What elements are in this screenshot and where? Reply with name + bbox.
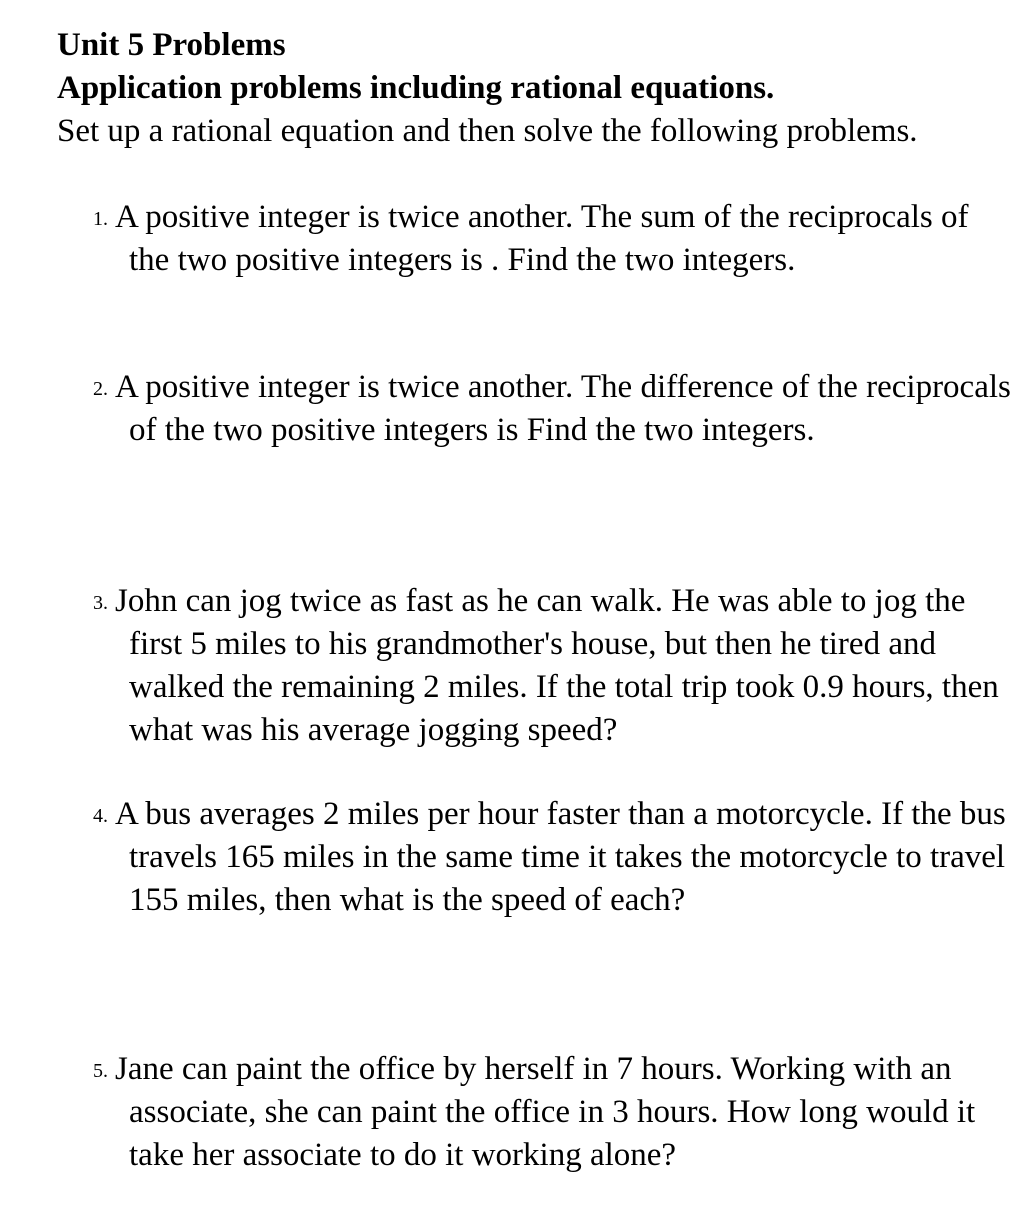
problem-text: John can jog twice as fast as he can walk. He was able to jog the first 5 miles to his grandmother's house, but then he tired and walked the remaining 2 miles. If the total trip took 0.9 hours, then what was his average jogging speed?	[115, 583, 999, 748]
problem-number: 5.	[93, 1060, 108, 1082]
problem-number: 2.	[93, 378, 108, 400]
problem-number: 3.	[93, 592, 108, 614]
instructions-text: Set up a rational equation and then solve the following problems.	[57, 113, 918, 149]
page-subtitle: Application problems including rational equations.	[57, 70, 775, 106]
problem-item-5	[57, 1048, 1017, 1177]
problem-item-1	[57, 196, 1017, 282]
problem-text: A positive integer is twice another. The difference of the reciprocals of the two positive integers is Find the two integers.	[115, 369, 1011, 448]
problem-item-2	[57, 366, 1017, 452]
problem-number: 1.	[93, 208, 108, 230]
problem-item-4	[57, 793, 1017, 922]
page-title: Unit 5 Problems	[57, 27, 286, 63]
problem-text: A positive integer is twice another. The sum of the reciprocals of the two positive integers is . Find the two integers.	[115, 199, 969, 278]
problem-text: A bus averages 2 miles per hour faster than a motorcycle. If the bus travels 165 miles in the same time it takes the motorcycle to travel 155 miles, then what is the speed of each?	[115, 796, 1006, 918]
document-page	[57, 24, 1017, 1173]
problem-item-3	[57, 580, 1017, 752]
problem-number: 4.	[93, 805, 108, 827]
problem-text: Jane can paint the office by herself in 7 hours. Working with an associate, she can paint the office in 3 hours. How long would it take her associate to do it working alone?	[115, 1051, 976, 1173]
